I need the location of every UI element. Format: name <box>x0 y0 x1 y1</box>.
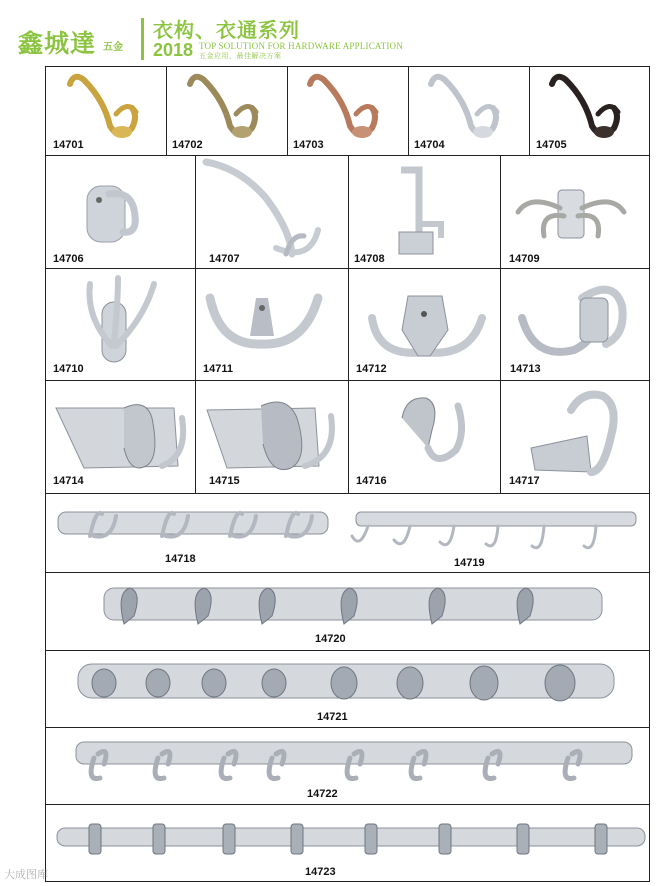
hook-14701-image <box>60 70 155 142</box>
product-code: 14709 <box>509 253 540 265</box>
hook-14716-image <box>380 390 470 472</box>
grid-divider <box>45 493 650 494</box>
hook-14704-image <box>421 70 516 142</box>
rail-14718-image <box>54 500 334 550</box>
brand-logo: 鑫城達 <box>18 29 97 58</box>
catalog-year: 2018 <box>153 40 194 60</box>
product-code: 14707 <box>209 253 240 265</box>
hook-14709-image <box>510 186 632 252</box>
grid-divider <box>500 155 501 493</box>
product-code: 14704 <box>414 139 445 151</box>
hook-14713-image <box>512 278 634 364</box>
catalog-header <box>0 0 657 66</box>
product-code: 14718 <box>165 553 196 565</box>
product-code: 14701 <box>53 139 84 151</box>
brand-subtitle: 五金 <box>103 42 123 53</box>
product-code: 14703 <box>293 139 324 151</box>
grid-divider <box>45 727 650 728</box>
product-code: 14714 <box>53 475 84 487</box>
grid-divider <box>166 66 167 155</box>
rail-14719-image <box>350 508 640 558</box>
product-code: 14711 <box>203 363 233 375</box>
hook-14707-image <box>200 158 330 266</box>
product-code: 14713 <box>510 363 541 375</box>
watermark: 大成图库 <box>4 869 48 881</box>
hook-14710-image <box>78 272 168 366</box>
hook-14702-image <box>180 70 275 142</box>
product-code: 14723 <box>305 866 336 878</box>
grid-divider <box>287 66 288 155</box>
hook-14708-image <box>385 164 455 264</box>
product-code: 14721 <box>317 711 348 723</box>
product-code: 14720 <box>315 633 346 645</box>
tagline-english: TOP SOLUTION FOR HARDWARE APPLICATION <box>199 41 403 51</box>
grid-divider <box>348 155 349 493</box>
grid-divider <box>408 66 409 155</box>
series-title: 衣构、衣通系列 <box>153 20 300 42</box>
hook-14705-image <box>542 70 637 142</box>
grid-divider <box>45 572 650 573</box>
hook-14712-image <box>362 286 492 362</box>
product-code: 14710 <box>53 363 84 375</box>
hook-14717-image <box>525 388 630 480</box>
product-code: 14702 <box>172 139 203 151</box>
hook-14706-image <box>75 180 160 250</box>
product-code: 14716 <box>356 475 387 487</box>
product-code: 14706 <box>53 253 84 265</box>
hook-14715-image <box>205 396 345 478</box>
product-code: 14722 <box>307 788 338 800</box>
hook-14703-image <box>300 70 395 142</box>
product-code: 14717 <box>509 475 540 487</box>
grid-divider <box>45 804 650 805</box>
product-code: 14708 <box>354 253 385 265</box>
header-divider <box>141 18 144 60</box>
rail-14720-image <box>102 580 607 632</box>
rail-14722-image <box>74 736 634 786</box>
grid-divider <box>45 650 650 651</box>
grid-divider <box>195 155 196 493</box>
rail-14723-image <box>55 818 647 858</box>
hook-14714-image <box>50 396 190 478</box>
tagline-chinese: 五金应用，最佳解决方案 <box>199 53 282 60</box>
hook-14711-image <box>200 284 330 356</box>
rail-14721-image <box>76 656 616 706</box>
product-code: 14719 <box>454 557 485 569</box>
product-code: 14705 <box>536 139 567 151</box>
product-code: 14715 <box>209 475 240 487</box>
grid-divider <box>529 66 530 155</box>
product-code: 14712 <box>356 363 387 375</box>
